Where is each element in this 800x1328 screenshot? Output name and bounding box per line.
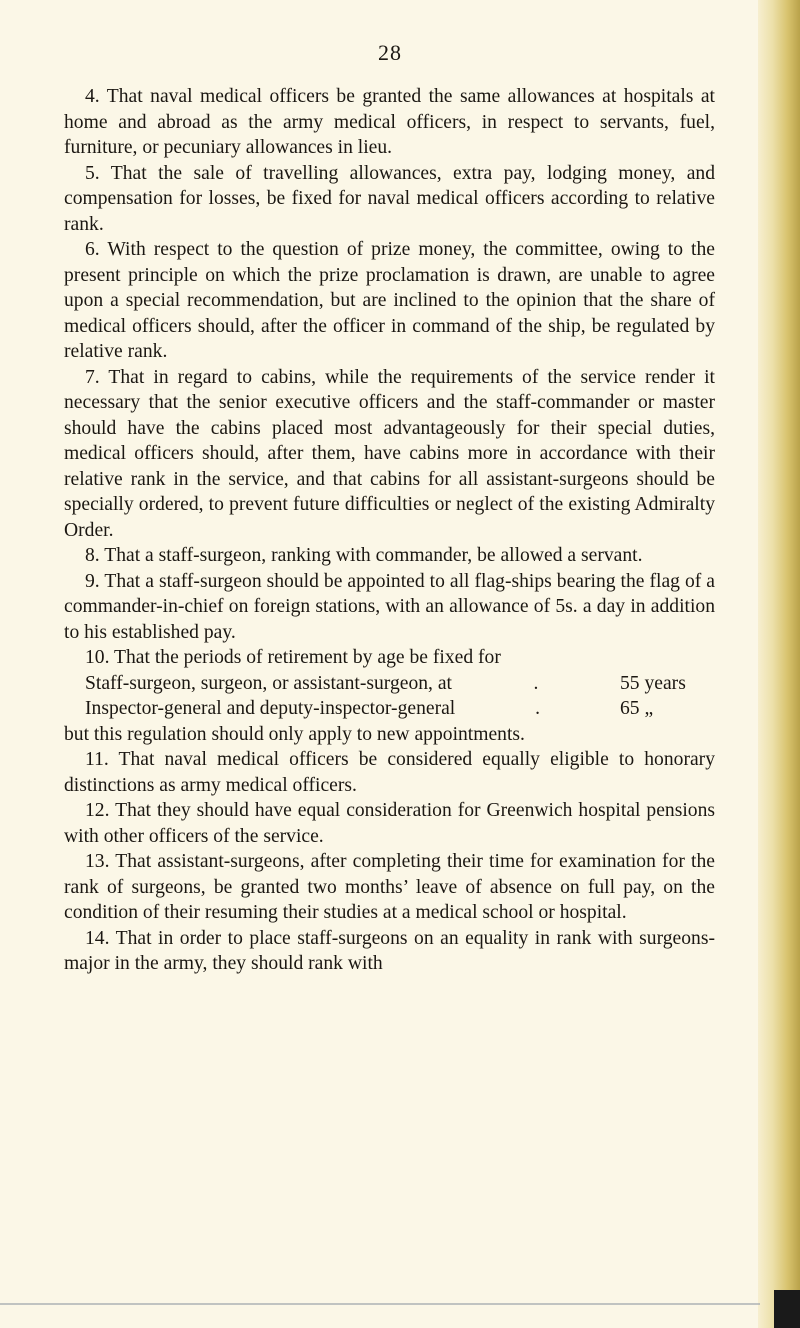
paragraph-13: 13. That assistant-surgeons, after completing their time for examination for the rank of surgeons, be granted two months’ leave of absence on full pay, on the condition of their resuming their studies at a medical school or hospital. xyxy=(64,851,715,923)
page-corner-shadow xyxy=(774,1290,800,1328)
retirement-row-value: 65 „ xyxy=(620,698,654,719)
retirement-row-label: Inspector-general and deputy-inspector-general xyxy=(85,698,456,719)
paragraph-4: 4. That naval medical officers be granted the same allowances at hospitals at home and abroad as the army medical officers, in respect to servants, fuel, furniture, or pecuniary allowances in lieu. xyxy=(64,86,715,158)
bottom-rule xyxy=(0,1303,760,1305)
page-edge xyxy=(758,0,800,1328)
paragraph-10 xyxy=(64,645,715,747)
paragraph-10-closing: but this regulation should only apply to new appointments. xyxy=(64,723,525,745)
paragraph-7: 7. That in regard to cabins, while the requirements of the service render it necessary that the senior executive officers and the staff-commander or master should have the cabins placed most advantageously for their special duties, medical officers should, after them, have cabins more in accordance with their relative rank in the service, and that cabins for all assistant-surgeons should be specially ordered, to prevent future difficulties or neglect of the existing Admiralty Order. xyxy=(64,366,715,541)
page-body xyxy=(64,84,715,977)
retirement-row-label: Staff-surgeon, surgeon, or assistant-surgeon, at xyxy=(85,672,452,694)
paragraph-12: 12. That they should have equal consideration for Greenwich hospital pensions with other officers of the service. xyxy=(64,800,715,847)
paragraph-5: 5. That the sale of travelling allowances, extra pay, lodging money, and compensation for losses, be fixed for naval medical officers according to relative rank. xyxy=(64,162,715,235)
retirement-row-value: 55 years xyxy=(620,672,686,694)
retirement-row-leader: . xyxy=(535,698,541,719)
paragraph-11: 11. That naval medical officers be considered equally eligible to honorary distinctions as army medical officers. xyxy=(64,749,715,796)
paragraph-9: 9. That a staff-surgeon should be appointed to all flag-ships bearing the flag of a commander-in-chief on foreign stations, with an allowance of 5s. a day in addition to his established pay. xyxy=(64,570,715,643)
retirement-row-leader: . xyxy=(533,672,539,694)
retirement-row-staff-surgeon xyxy=(64,671,715,697)
page-number: 28 xyxy=(378,40,402,65)
paragraph-8: 8. That a staff-surgeon, ranking with commander, be allowed a servant. xyxy=(85,545,643,566)
retirement-row-inspector-general xyxy=(64,696,715,722)
paragraph-14: 14. That in order to place staff-surgeons on an equality in rank with surgeons-major in the army, they should rank with xyxy=(64,927,715,974)
paragraph-10-intro: 10. That the periods of retirement by age be fixed for xyxy=(85,647,501,668)
paragraph-6: 6. With respect to the question of prize money, the committee, owing to the present principle on which the prize proclamation is drawn, are unable to agree upon a special recommendation, but are inclined to the opinion that the share of medical officers should, after the officer in command of the ship, be regulated by relative rank. xyxy=(64,239,715,362)
